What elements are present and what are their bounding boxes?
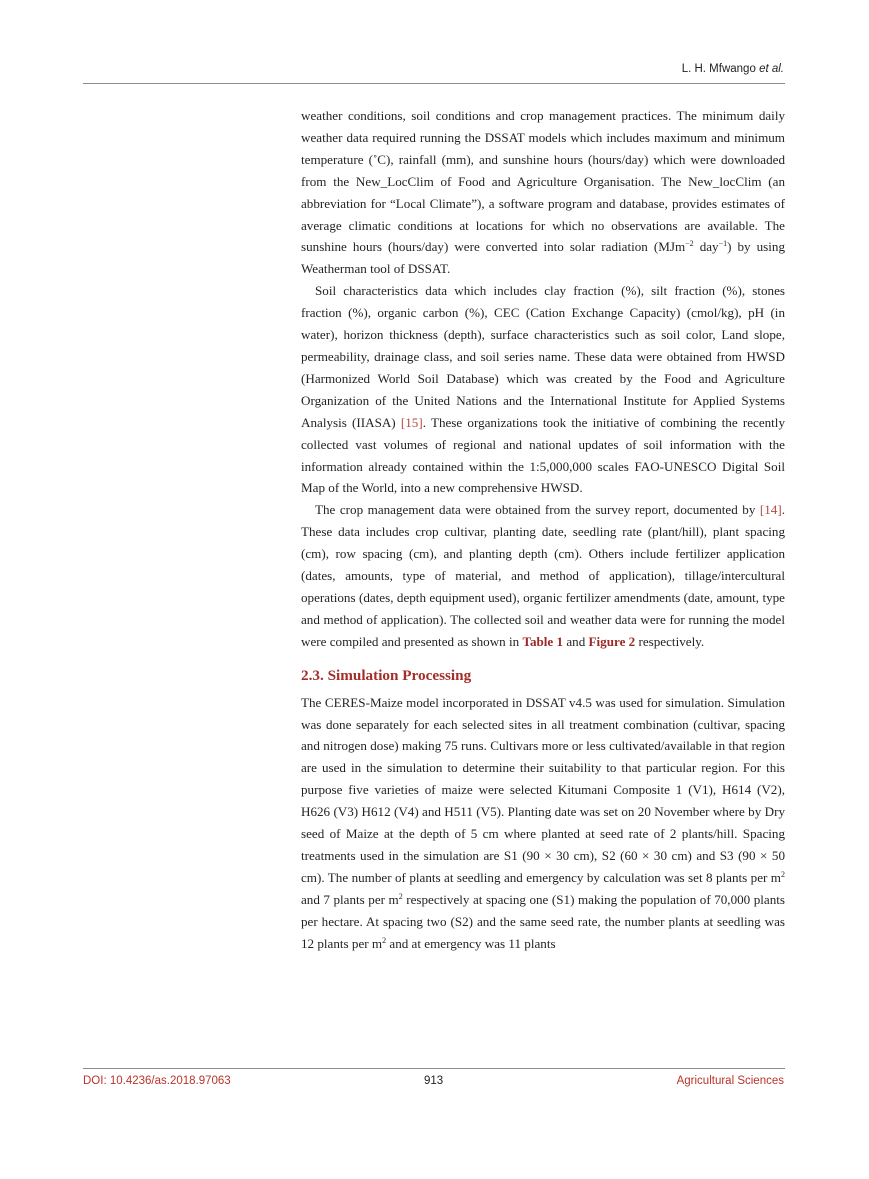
header-divider (83, 83, 785, 84)
section-heading: 2.3. Simulation Processing (301, 666, 472, 684)
page-number: 913 (424, 1075, 444, 1087)
running-header-author: L. H. Mfwango et al. (681, 63, 784, 75)
paragraph-soil-data: Soil characteristics data which includes clay fraction (%), silt fraction (%), stones fraction (%), organic carbon (%), CEC (Cation Exchange Capacity) (cmol/kg), pH (in water), horizon thickness (depth), surface characteristics such as soil color, Land slope, permeability, drainage class, and soil series name. These data were obtained from HWSD (Harmonized World Soil Database) which was created by the Food and Agriculture Organization of the United Nations and the International Institute for Applied Systems Analysis (IIASA) [15]. These organizations took the initiative of combining the recently collected vast volumes of regional and national updates of soil information with the information already contained within the 1:5,000,000 scales FAO-UNESCO Digital Soil Map of the World, into a new comprehensive HWSD. (301, 283, 785, 496)
table-1-link[interactable]: Table 1 (522, 633, 564, 649)
paragraph-crop-management: The crop management data were obtained from the survey report, documented by [14]. These data includes crop cultivar, planting date, seedling rate (plant/hill), plant spacing (cm), row spacing (cm), and planting depth (cm). Others include fertilizer application (dates, amounts, type of material, and method of application), tillage/intercultural operations (dates, depth equipment used), organic fertilizer amendments (date, amount, type and method of application). The collected soil and weather data were for running the model were compiled and presented as shown in Table 1 and Figure 2 respectively. (301, 502, 785, 649)
doi-link[interactable]: DOI: 10.4236/as.2018.97063 (83, 1075, 231, 1087)
paragraph-weather-data: weather conditions, soil conditions and crop management practices. The minimum daily weather data required running the DSSAT models which includes maximum and minimum temperature (˚C), rainfall (mm), and sunshine hours (hours/day) which were downloaded from the New_LocClim of Food and Agriculture Organisation. The New_locClim (an abbreviation for “Local Climate”), a software program and database, provides estimates of average climatic conditions at locations for which no observations are available. The sunshine hours (hours/day) were converted into solar radiation (MJm$^{-2}$ day$^{-1}$) by using Weatherman tool of DSSAT. (301, 108, 785, 277)
citation-link-15[interactable]: [15] (400, 414, 423, 430)
footer-divider (83, 1068, 785, 1069)
paragraph-simulation: The CERES-Maize model incorporated in DSSAT v4.5 was used for simulation. Simulation was done separately for each selected sites in all treatment combination (cultivar, spacing and nitrogen dose) making 75 runs. Cultivars more or less cultivated/available in that region are used in the simulation to determine their suitability to that particular region. For this purpose five varieties of maize were selected Kitumani Composite 1 (V1), H614 (V2), H626 (V3) H612 (V4) and H511 (V5). Planting date was set on 20 November where by Dry seed of Maize at the depth of 5 cm where planted at seed rate of 2 plants/hill. Spacing treatments used in the simulation are S1 (90 × 30 cm), S2 (60 × 30 cm) and S3 (90 × 50 cm). The number of plants at seedling and emergency by calculation was set 8 plants per $m^2$ and 7 plants per $m^2$ respectively at spacing one (S1) making the population of 70,000 plants per hectare. At spacing two (S2) and the same seed rate, the number plants at seedling was 12 plants per $m^2$ and at emergency was 11 plants (301, 694, 785, 951)
article-body (301, 105, 785, 955)
citation-link-14[interactable]: [14] (759, 502, 782, 518)
journal-name-link[interactable]: Agricultural Sciences (676, 1075, 784, 1087)
figure-2-link[interactable]: Figure 2 (588, 633, 636, 649)
